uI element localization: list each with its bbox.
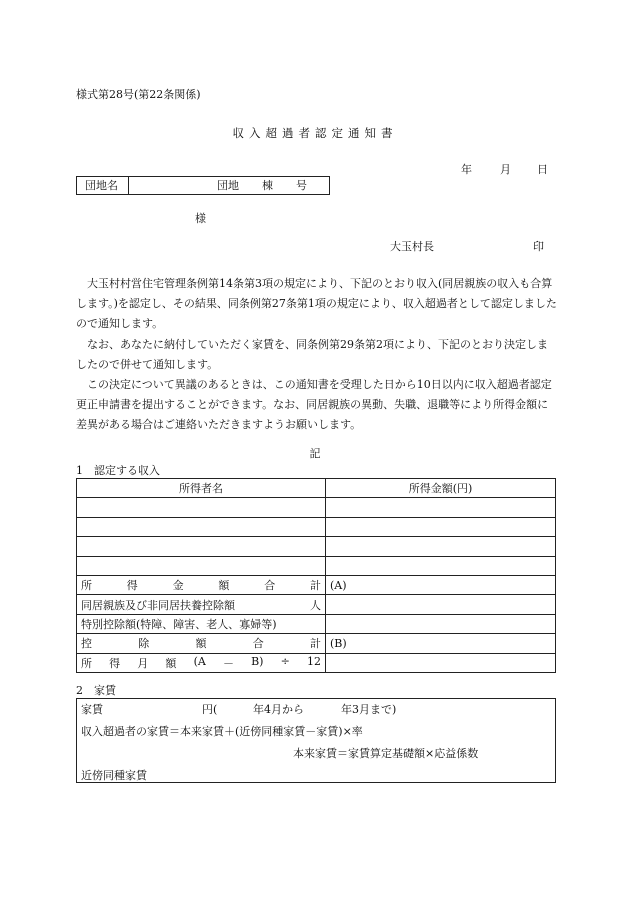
addressee-suffix: 様 [195, 212, 206, 225]
dependents-label: 同居親族及び非同居扶養控除額 [81, 598, 235, 612]
rent-unit: 円( [202, 703, 218, 716]
dependents-deduction-row [77, 595, 556, 614]
date-month-label: 月 [500, 163, 511, 176]
monthly-income-row [77, 653, 556, 672]
rent-label: 家賃 [81, 703, 103, 716]
paragraph-1: 大玉村村営住宅管理条例第14条第3項の規定により、下記のとおり収入(同居親族の収入も合算します。)を認定し、その結果、同条例第27条第1項の規定により、収入超過者として認定しましたので通知します。 [76, 277, 557, 331]
table-row [77, 517, 556, 536]
rent-box [76, 698, 556, 783]
income-amount-cell[interactable] [326, 537, 556, 556]
deduction-total-label: 控 除 額 合 計 [81, 637, 321, 651]
paragraph-2: なお、あなたに納付していただく家賃を、同条例第29条第2項により、下記のとおり決定しましたので併せて通知します。 [76, 337, 548, 371]
table-row [77, 537, 556, 556]
estate-value-field[interactable] [129, 177, 329, 194]
income-amount-cell[interactable] [326, 498, 556, 517]
total-income-label: 所 得 金 額 合 計 [81, 579, 321, 593]
date-day-label: 日 [537, 163, 548, 176]
total-income-value[interactable] [326, 575, 556, 594]
seal-mark: 印 [533, 240, 544, 253]
excess-rent-formula: 収入超過者の家賃＝本来家賃＋(近傍同種家賃－家賃)×率 [81, 725, 363, 738]
sender-name: 大玉村長 [390, 240, 434, 253]
total-income-row [77, 575, 556, 594]
special-deduction-value[interactable] [326, 614, 556, 633]
deduction-total-row [77, 634, 556, 653]
earner-name-cell[interactable] [77, 517, 326, 536]
estate-label: 団地名 [77, 177, 129, 194]
period-from: 年4月から [253, 703, 304, 716]
form-number: 様式第28号(第22条関係) [76, 88, 201, 101]
table-row [77, 498, 556, 517]
table-header-row [77, 479, 556, 498]
estate-box [76, 176, 330, 195]
monthly-income-label: 所 得 月 額 (A － B) ÷ 12 [81, 654, 321, 670]
income-amount-cell[interactable] [326, 556, 556, 575]
earner-name-cell[interactable] [77, 498, 326, 517]
special-deduction-label: 特別控除額(特障、障害、老人、寡婦等) [77, 614, 326, 633]
table-row [77, 556, 556, 575]
base-rent-formula: 本来家賃＝家賃算定基礎額×応益係数 [293, 747, 479, 760]
income-table [76, 478, 556, 673]
building-word: 棟 [262, 179, 273, 192]
marker-b: (B) [330, 636, 347, 650]
notice-body [76, 274, 558, 436]
nearby-rent-label: 近傍同種家賃 [81, 769, 147, 782]
income-amount-header: 所得金額(円) [326, 479, 556, 498]
marker-a: (A) [330, 578, 347, 592]
estate-word: 団地 [217, 179, 239, 192]
section1-heading: 1 認定する収入 [76, 464, 160, 477]
special-deduction-row [77, 614, 556, 633]
earner-name-cell[interactable] [77, 537, 326, 556]
income-earner-header: 所得者名 [77, 479, 326, 498]
paragraph-3: この決定について異議のあるときは、この通知書を受理した日から10日以内に収入超過者認定更正申請書を提出することができます。なお、同居親族の異動、失職、退職等により所得金額に差異がある場合はご連絡いただきますようお願いします。 [76, 378, 552, 432]
page-title: 収入超過者認定通知書 [232, 126, 398, 140]
income-amount-cell[interactable] [326, 517, 556, 536]
earner-name-cell[interactable] [77, 556, 326, 575]
monthly-income-value[interactable] [326, 653, 556, 672]
dependents-deduction-value[interactable] [326, 595, 556, 614]
deduction-total-value[interactable] [326, 634, 556, 653]
period-to: 年3月まで) [341, 703, 397, 716]
section2-heading: 2 家賃 [76, 684, 116, 697]
number-word: 号 [296, 179, 307, 192]
ki-heading: 記 [309, 447, 321, 460]
date-year-label: 年 [461, 163, 472, 176]
dependents-unit: 人 [310, 598, 321, 612]
